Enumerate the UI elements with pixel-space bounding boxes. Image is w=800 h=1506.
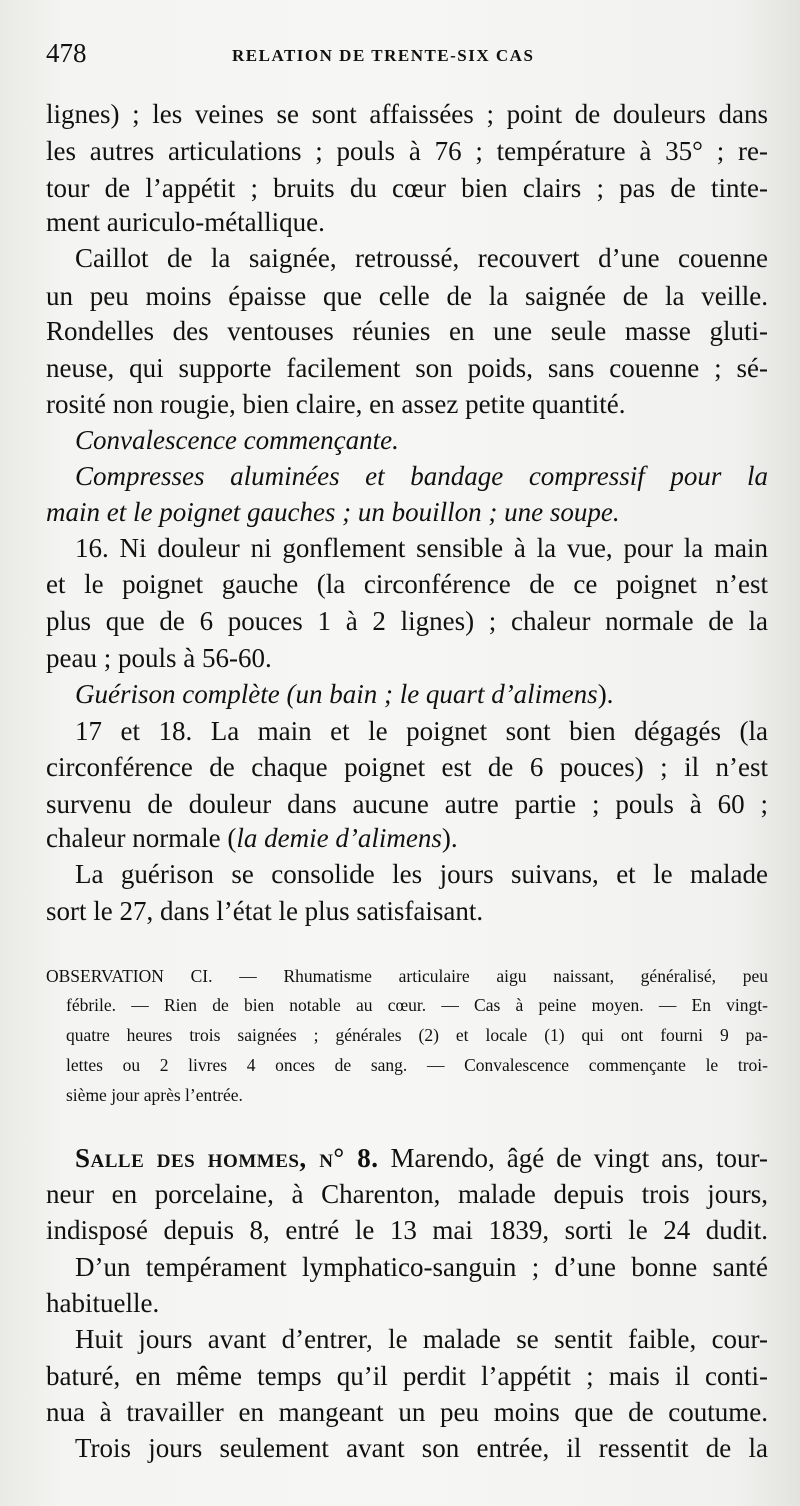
text-line: sort le 27, dans l’état le plus satisfaisant. [46,896,484,926]
text-line: ment auriculo-métallique. [46,207,325,237]
text-line: tour de l’appétit ; bruits du cœur bien clairs ; pas de tinte- [46,173,768,203]
text-line: Trois jours seulement avant son entrée, il ressentit de la [75,1433,768,1463]
text-line: les autres articulations ; pouls à 76 ; température à 35° ; re- [46,136,768,166]
observation-line: fébrile. — Rien de bien notable au cœur. — Cas à peine moyen. — En vingt- [66,995,768,1015]
text-line: plus que de 6 pouces 1 à 2 lignes) ; chaleur normale de la [46,606,768,636]
page-number: 478 [46,38,87,68]
text-line: Huit jours avant d’entrer, le malade se sentit faible, cour- [75,1324,768,1354]
text-line: nua à travailler en mangeant un peu moins que de coutume. [46,1397,768,1427]
text-line: Rondelles des ventouses réunies en une seule masse gluti- [46,316,768,346]
text-run: Marendo, âgé de vingt ans, tour- [378,1143,768,1173]
observation-line: OBSERVATION CI. — Rhumatisme articulaire aigu naissant, généralisé, peu [46,966,768,986]
text-line: neuse, qui supporte facilement son poids, sans couenne ; sé- [46,353,768,383]
text-run: ). [441,823,458,853]
ward-name: Salle des hommes, n° 8. [75,1143,379,1173]
text-line: rosité non rougie, bien claire, en assez petite quantité. [46,389,626,419]
text-run: ). [597,679,614,709]
text-line: baturé, en même temps qu’il perdit l’appétit ; mais il conti- [46,1361,768,1391]
text-line: un peu moins épaisse que celle de la saignée de la veille. [46,281,768,311]
text-line: circonférence de chaque poignet est de 6 pouces) ; il n’est [46,752,768,782]
text-line: 17 et 18. La main et le poignet sont bien dégagés (la [75,716,768,746]
text-line: lignes) ; les veines se sont affaissées ; point de douleurs dans [46,99,768,129]
text-line: indisposé depuis 8, entré le 13 mai 1839, sorti le 24 dudit. [46,1215,768,1245]
text-run-italic: la demie d’alimens [236,823,442,853]
observation-line: sième jour après l’entrée. [66,1085,243,1105]
text-line: Caillot de la saignée, retroussé, recouvert d’une couenne [75,243,768,273]
page-header [46,38,766,78]
text-line: neur en porcelaine, à Charenton, malade depuis trois jours, [46,1179,768,1209]
running-title: RELATION DE TRENTE-SIX CAS [232,46,535,65]
text-line-italic: Convalescence commençante. [75,425,399,455]
text-line [75,1140,768,1176]
text-line: et le poignet gauche (la circonférence de ce poignet n’est [46,569,768,599]
text-line: survenu de douleur dans aucune autre partie ; pouls à 60 ; [46,789,768,819]
text-run: chaleur normale ( [46,823,237,853]
text-line: peau ; pouls à 56-60. [46,643,272,673]
text-run: un bain ; le quart d’alimens [295,679,598,709]
text-line: D’un tempérament lymphatico-sanguin ; d’une bonne santé [75,1252,768,1282]
text-line: La guérison se consolide les jours suivans, et le malade [75,859,768,889]
text-line-italic: Compresses aluminées et bandage compressif pour la [75,461,768,491]
observation-line: lettes ou 2 livres 4 onces de sang. — Convalescence commençante le troi- [66,1055,768,1075]
text-line: 16. Ni douleur ni gonflement sensible à la vue, pour la main [75,533,768,563]
text-line [46,820,768,856]
text-run: Guérison complète ( [75,679,296,709]
text-line-italic: main et le poignet gauches ; un bouillon ; une soupe. [46,497,620,527]
text-line-italic [75,676,768,712]
observation-line: quatre heures trois saignées ; générales (2) et locale (1) qui ont fourni 9 pa- [66,1025,768,1045]
text-line: habituelle. [46,1288,160,1318]
